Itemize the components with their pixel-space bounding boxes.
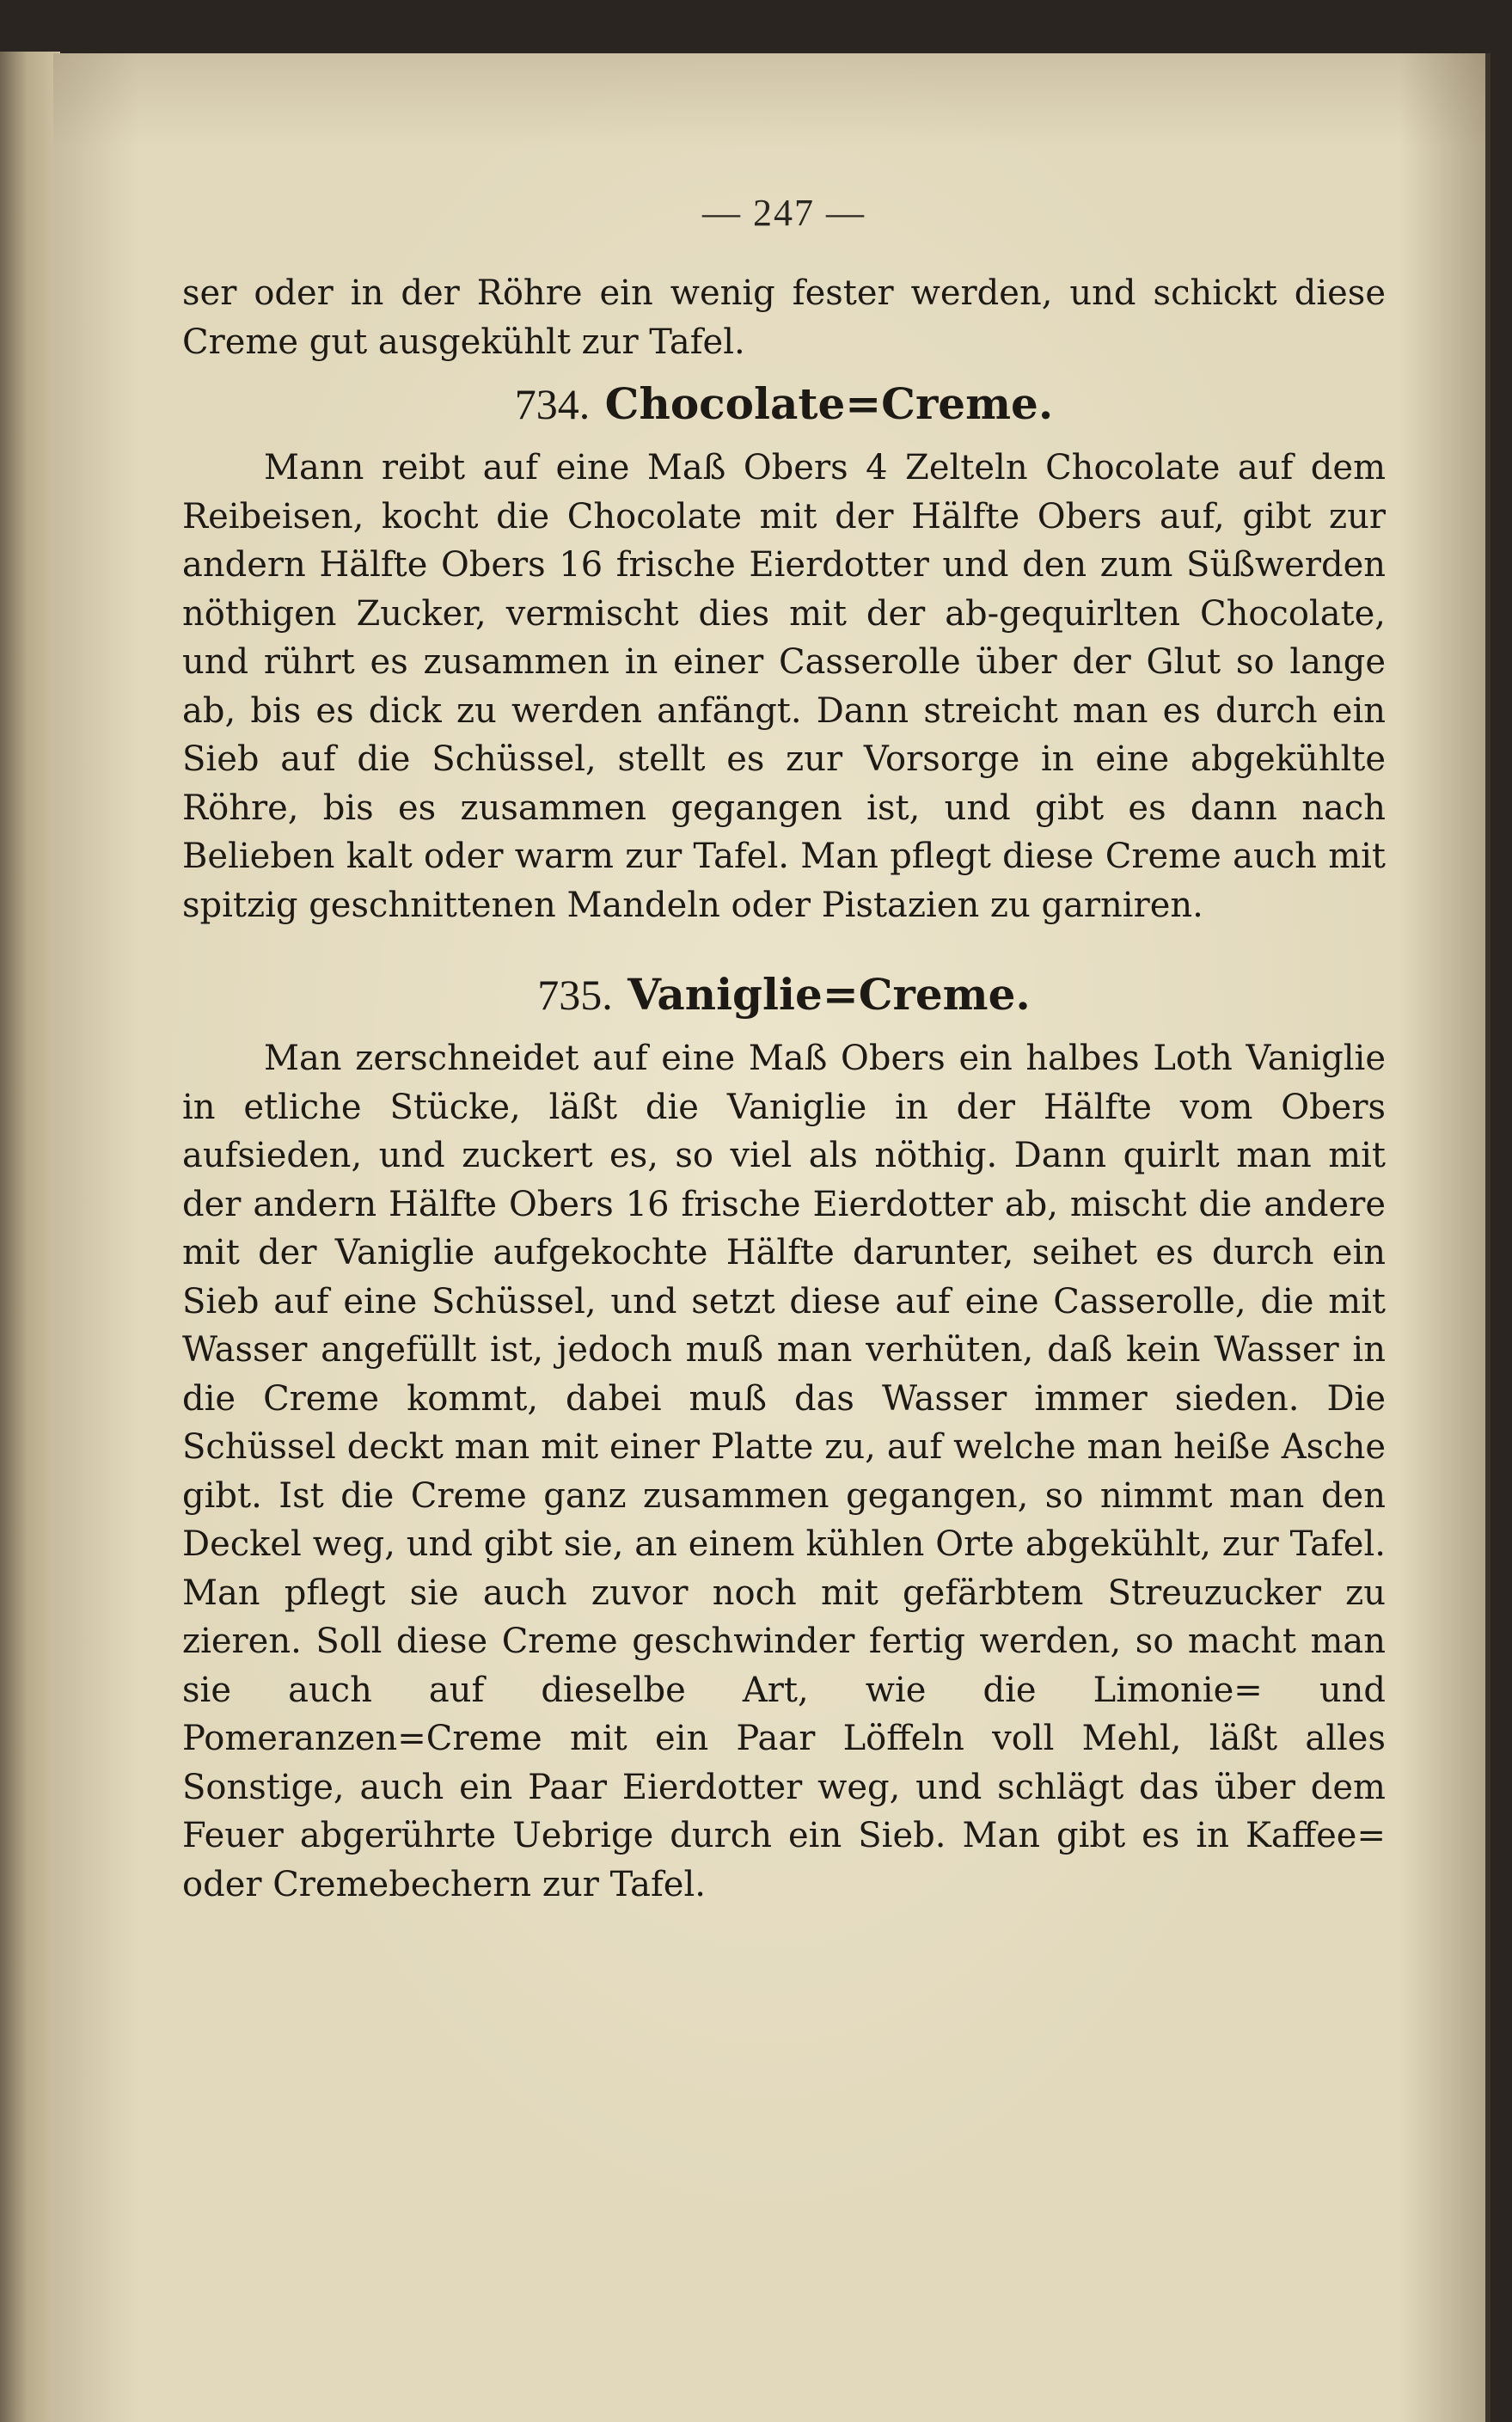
section-gap xyxy=(182,929,1386,957)
page-number: — 247 — xyxy=(702,192,866,234)
recipe-body-735: Man zerschneidet auf eine Maß Obers ein halbes Loth Vaniglie in etliche Stücke, läßt die Vaniglie in der Hälfte vom Obers aufsieden, und zuckert es, so viel als nöthig. Dann quirlt man mit der andern Hälfte Obers 16 frische Eierdotter ab, mischt die andere mit der Vaniglie aufgekochte Hälfte darunter, seihet es durch ein Sieb auf eine Schüssel, und setzt diese auf eine Casserolle, die mit Wasser angefüllt ist, jedoch muß man verhüten, daß kein Wasser in die Creme kommt, dabei muß das Wasser immer sieden. Die Schüssel deckt man mit einer Platte zu, auf welche man heiße Asche gibt. Ist die Creme ganz zusammen gegangen, so nimmt man den Deckel weg, und gibt sie, an einem kühlen Orte abgekühlt, zur Tafel. Man pflegt sie auch zuvor noch mit gefärbtem Streuzucker zu zieren. Soll diese Creme geschwinder fertig werden, so macht man sie auch auf dieselbe Art, wie die Limonie= und Pomeranzen=Creme mit ein Paar Löffeln voll Mehl, läßt alles Sonstige, auch ein Paar Eierdotter weg, und schlägt das über dem Feuer abgerührte Uebrige durch ein Sieb. Man gibt es in Kaffee= oder Cremebechern zur Tafel. xyxy=(182,1039,1386,1904)
recipe-body-734: Mann reibt auf eine Maß Obers 4 Zelteln Chocolate auf dem Reibeisen, kocht die Chocolate mit der Hälfte Obers auf, gibt zur andern Hälfte Obers 16 frische Eierdotter und den zum Süßwerden nöthigen Zucker, vermischt dies mit der ab-gequirlten Chocolate, und rührt es zusammen in einer Casserolle über der Glut so lange ab, bis es dick zu werden anfängt. Dann streicht man es durch ein Sieb auf die Schüssel, stellt es zur Vorsorge in eine abgekühlte Röhre, bis es zusammen gegangen ist, und gibt es dann nach Belieben kalt oder warm zur Tafel. Man pflegt diese Creme auch mit spitzig geschnittenen Mandeln oder Pistazien zu garniren. xyxy=(182,448,1386,925)
recipe-title: Chocolate=Creme. xyxy=(604,378,1054,429)
recipe-heading-734 xyxy=(182,377,1386,432)
continued-paragraph: ser oder in der Röhre ein wenig fester werden, und schickt diese Creme gut ausgekühlt zur Tafel. xyxy=(182,273,1386,362)
recipe-number: 735. xyxy=(537,971,613,1019)
recipe-number: 734. xyxy=(514,380,591,428)
recipe-heading-735 xyxy=(182,967,1386,1022)
recipe-title: Vaniglie=Creme. xyxy=(627,969,1031,1020)
book-page xyxy=(53,53,1491,2422)
page-content xyxy=(182,191,1386,1909)
book-binding-edge xyxy=(0,52,60,2422)
